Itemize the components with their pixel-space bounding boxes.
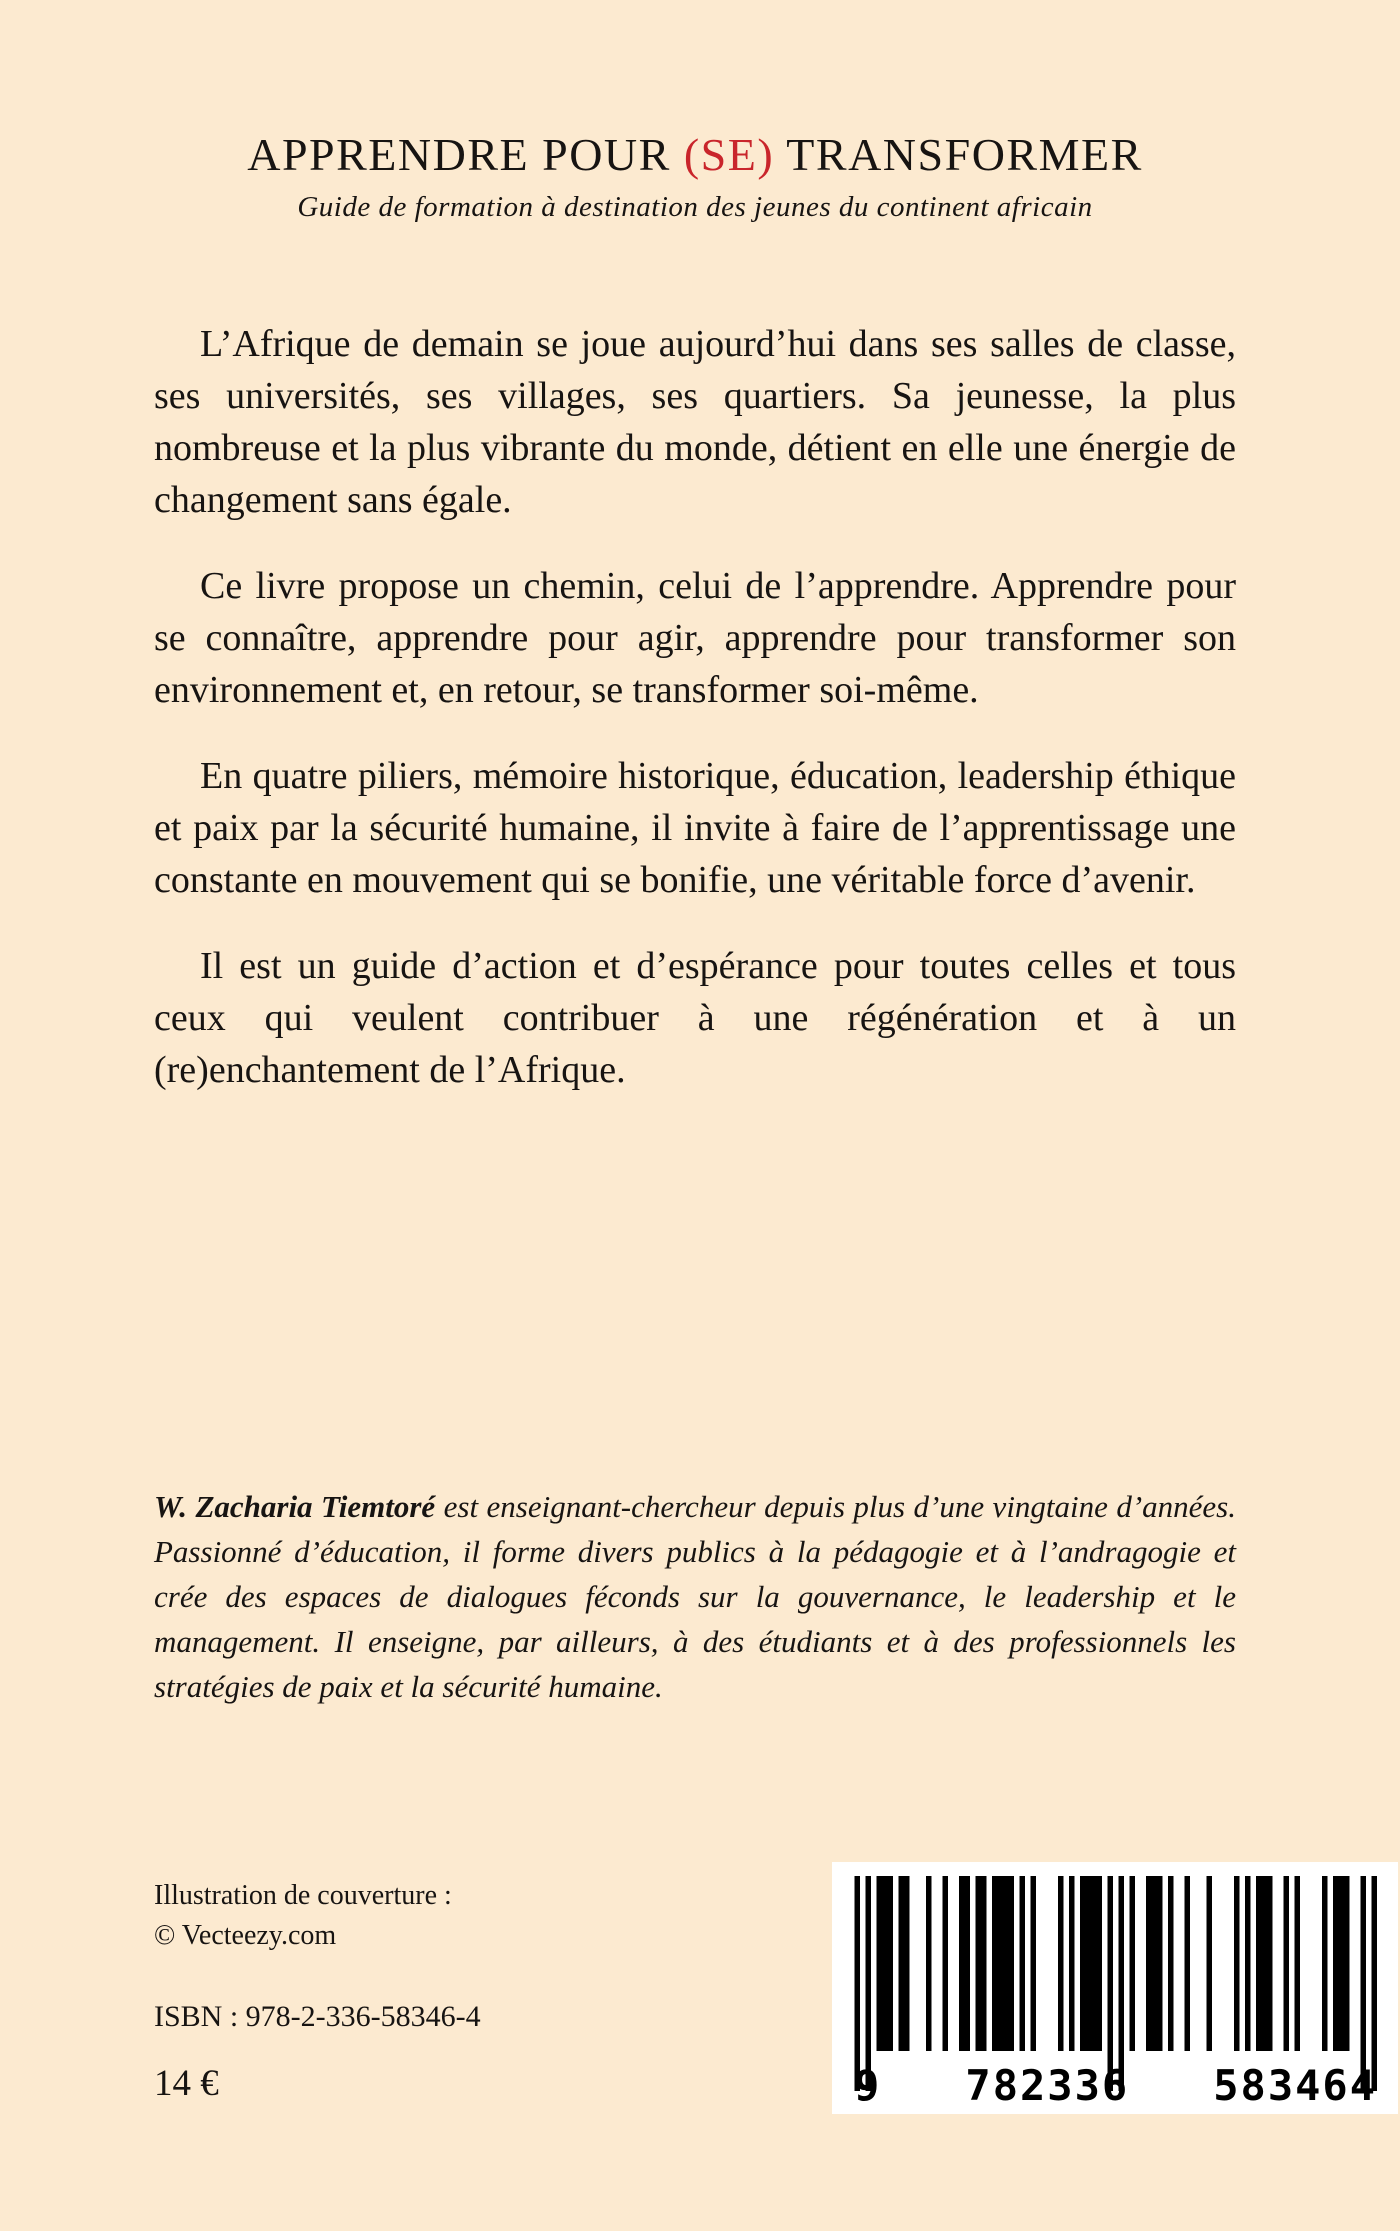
barcode-bars — [854, 1876, 1377, 2091]
barcode — [832, 1862, 1398, 2114]
book-title — [154, 128, 1236, 181]
synopsis-paragraph-1: L’Afrique de demain se joue aujourd’hui dans ses salles de classe, ses universités, ses villages, ses quartiers. Sa jeunesse, la plus nombreuse et la plus vibrante du monde, détient en elle une énergie de changement sans égale. — [154, 323, 1236, 521]
illustration-credit-line1: Illustration de couverture : — [154, 1880, 452, 1911]
book-subtitle: Guide de formation à destination des jeunes du continent africain — [297, 191, 1093, 223]
book-title-part1: APPRENDRE POUR — [247, 129, 684, 180]
author-bio — [154, 1484, 1236, 1709]
author-name: W. Zacharia Tiemtoré — [154, 1489, 436, 1524]
illustration-credit — [154, 1876, 452, 1956]
synopsis — [154, 318, 1236, 1096]
barcode-digits-right: 583464 — [1213, 2061, 1377, 2110]
synopsis-paragraph-3: En quatre piliers, mémoire historique, éducation, leadership éthique et paix par la sécurité humaine, il invite à faire de l’apprentissage une constante en mouvement qui se bonifie, une véritable force d’avenir. — [154, 755, 1236, 901]
synopsis-paragraph-4: Il est un guide d’action et d’espérance pour toutes celles et tous ceux qui veulent contribuer à une régénération et à un (re)enchantement de l’Afrique. — [154, 945, 1236, 1091]
author-bio-text: est enseignant-chercheur depuis plus d’une vingtaine d’années. Passionné d’éducation, il forme divers publics à la pédagogie et à l’andragogie et crée des espaces de dialogues féconds sur la gouvernance, le leadership et le management. Il enseigne, par ailleurs, à des étudiants et à des professionnels les stratégies de paix et la sécurité humaine. — [154, 1489, 1236, 1704]
price: 14 € — [154, 2063, 219, 2104]
isbn: ISBN : 978-2-336-58346-4 — [154, 2000, 481, 2033]
barcode-digit-first: 9 — [854, 2061, 882, 2110]
book-title-part2: TRANSFORMER — [774, 129, 1143, 180]
header — [154, 128, 1236, 224]
illustration-credit-line2: © Vecteezy.com — [154, 1920, 337, 1951]
book-title-accent: (SE) — [683, 129, 775, 180]
barcode-digits — [854, 2061, 1377, 2110]
barcode-digits-left: 782336 — [965, 2061, 1130, 2110]
synopsis-paragraph-2: Ce livre propose un chemin, celui de l’apprendre. Apprendre pour se connaître, apprendre pour agir, apprendre pour transformer son environnement et, en retour, se transformer soi-même. — [154, 565, 1236, 711]
